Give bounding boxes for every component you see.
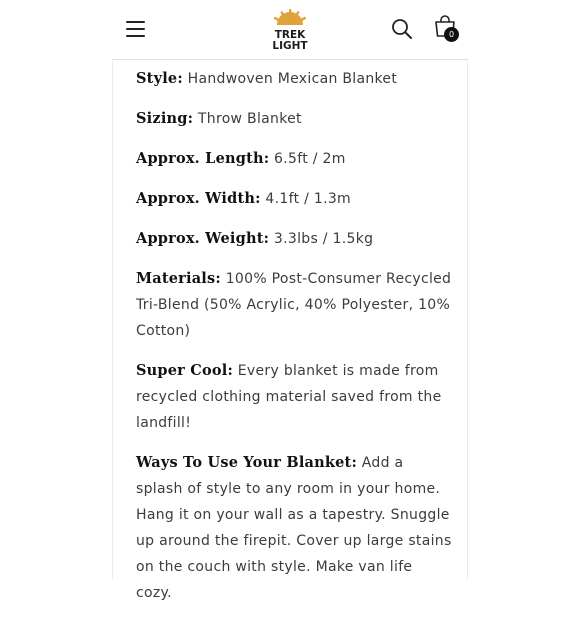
- detail-label: Materials:: [136, 270, 221, 287]
- search-button[interactable]: [389, 16, 415, 42]
- detail-value: Throw Blanket: [197, 111, 302, 127]
- menu-button[interactable]: [122, 15, 150, 43]
- detail-label: Ways To Use Your Blanket:: [136, 454, 357, 471]
- detail-label: Style:: [136, 70, 183, 87]
- detail-label: Approx. Weight:: [136, 230, 270, 247]
- logo-text-line2: LIGHT: [272, 40, 308, 52]
- cart-count-badge: 0: [444, 27, 459, 42]
- detail-label: Approx. Width:: [136, 190, 261, 207]
- detail-super-cool: [136, 358, 452, 436]
- logo[interactable]: [268, 8, 312, 52]
- search-icon: [389, 16, 415, 42]
- detail-value: 100% Post-Consumer Recycled Tri-Blend (50% Acrylic, 40% Polyester, 10% Cotton): [136, 271, 452, 339]
- detail-value: Handwoven Mexican Blanket: [187, 71, 398, 87]
- header-divider: [112, 59, 468, 60]
- detail-value: 4.1ft / 1.3m: [265, 191, 351, 207]
- detail-materials: [136, 266, 452, 344]
- detail-style: [136, 66, 452, 92]
- detail-value: 3.3lbs / 1.5kg: [273, 231, 374, 247]
- detail-label: Approx. Length:: [136, 150, 270, 167]
- detail-label: Sizing:: [136, 110, 194, 127]
- detail-ways-to-use: [136, 450, 452, 606]
- detail-value: Add a splash of style to any room in your home. Hang it on your wall as a tapestry. Snuggle up around the firepit. Cover up large stains on the couch with style. Make van life cozy.: [136, 455, 452, 601]
- product-details: [136, 66, 452, 620]
- detail-sizing: [136, 106, 452, 132]
- detail-label: Super Cool:: [136, 362, 234, 379]
- detail-value: 6.5ft / 2m: [274, 151, 346, 167]
- detail-length: [136, 146, 452, 172]
- logo-text-line1: TREK: [274, 29, 306, 41]
- detail-value: Every blanket is made from recycled clothing material saved from the landfill!: [136, 363, 442, 431]
- site-header: [0, 0, 580, 60]
- sun-logo-icon: [268, 8, 312, 52]
- detail-weight: [136, 226, 452, 252]
- cart-button[interactable]: [432, 14, 464, 44]
- detail-width: [136, 186, 452, 212]
